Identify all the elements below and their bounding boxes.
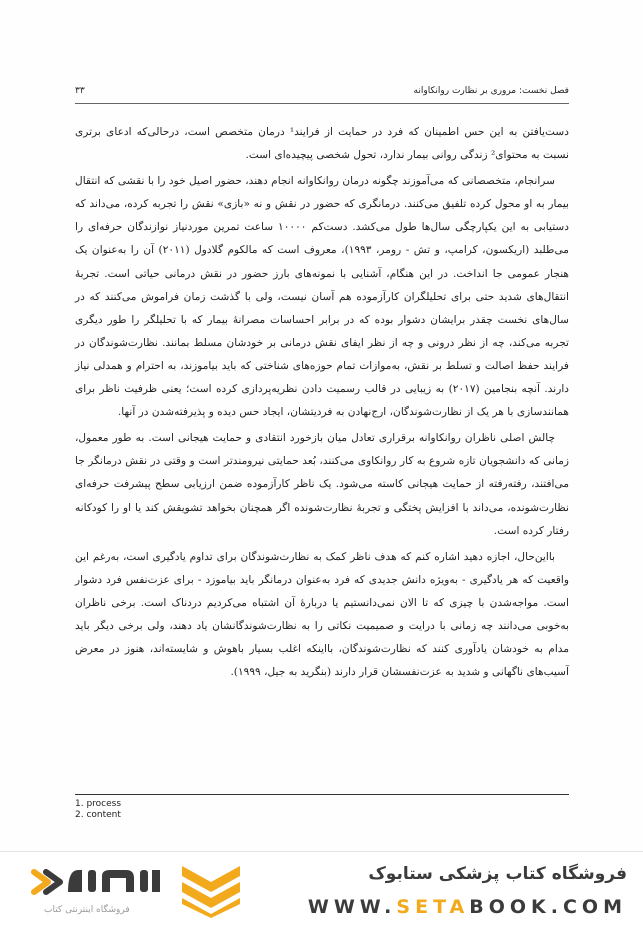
url-suffix: BOOK.COM <box>469 896 627 918</box>
chapter-title: فصل نخست: مروری بر نظارت روانکاوانه <box>413 86 569 96</box>
paragraph: چالش اصلی ناظران روانکاوانه برقراری تعادل میان بازخورد انتقادی و حمایت هیجانی است. به طور معمول، زمانی که دانشجویان تازه شروع به کار روانکاوی می‌کنند، بُعد حمایتی نیرومندتر است و وقتی در نقش درمانگر جا می‌افتند، رفته‌رفته از حمایت هیجانی کاسته می‌شود. یک ناظر کارآزموده ضمن ارزیابی سطح پیشرفت حرفه‌ای نظارت‌شونده، می‌داند با افزایش پختگی و تجربهٔ نظارت‌شونده اگر همچنان بخواهد تشویقش کند یا او را کودکانه رفتار کرده است. <box>75 432 569 537</box>
footnotes <box>75 799 121 821</box>
url-prefix: WWW. <box>307 896 397 918</box>
page-number: ۳۳ <box>75 86 85 96</box>
footnote-divider <box>75 794 569 795</box>
logo-subtitle: فروشگاه اینترنتی کتاب <box>44 905 130 915</box>
paragraph: دست‌یافتن به این حس اطمینان که فرد در حمایت از فرایند¹ درمان متخصص است، درحالی‌که ادعای برتری نسبت به محتوای² زندگی روانی بیمار ندارد، تحول شخصی پیچیده‌ای است. <box>75 126 569 162</box>
setabook-emblem-icon <box>176 862 246 918</box>
footnote: 1. process <box>75 799 122 809</box>
setabook-logo-icon <box>30 862 164 902</box>
running-header <box>75 84 569 104</box>
body-text <box>75 121 569 687</box>
url-accent: SETA <box>396 896 470 918</box>
header-divider <box>75 103 569 104</box>
paragraph: سرانجام، متخصصانی که می‌آموزند چگونه درمان روانکاوانه انجام دهند، حضور اصیل خود را با نقشی که انتقال بیمار به او محول کرده تلفیق می‌کنند. درمانگری که حضور در نقش و نه «بازی» نقش را تجربه کرده، می‌داند که دستیابی به این یکپارچگی سال‌ها طول می‌کشد. دست‌کم ۱۰۰۰۰ ساعت تمرین موردنیاز نوازندگان حرفه‌ای را می‌طلبد (اریکسون، کرامپ، و تش - رومر، ۱۹۹۳)، معروف است که مالکوم گلادول (۲۰۱۱) آن را به‌عنوان یک هنجار عمومی جا انداخت. در این هنگام، آشنایی با نمونه‌های بارز حضور در نقش درمانی حیاتی است. تجربهٔ انتقال‌های شدید حتی برای تحلیلگران کارآزموده هم آسان نیست، ولی با گذشت زمان فراموش می‌کنند که در سال‌های نخست چقدر برایشان دشوار بوده که در برابر احساسات مصرانهٔ بیمار که با تحلیلگر را طور دیگری تجربه می‌کند، چه از نظر درونی و چه از نظر ایفای نقش درمانی بر خودشان مسلط بمانند. نظارت‌شوندگان در فرایند حفظ اصالت و تسلط بر نقش، به‌موازات تمام حوزه‌های شناختی که باید بیاموزند، به احترام و همدلی نیاز دارند. آنچه بنجامین (۲۰۱۷) به زیبایی در قالب رسمیت دادن نظریه‌پردازی کرده است؛ یعنی ظرفیت ناظر برای همانندسازی با هر یک از نظارت‌شوندگان، ارج‌نهادن به فردیتشان، ایجاد حس دیده و پذیرفته‌شدن در آنها. <box>75 175 569 419</box>
store-name: فروشگاه کتاب پزشکی ستابوک <box>368 864 627 884</box>
store-url[interactable] <box>308 896 627 918</box>
footnote: 2. content <box>75 810 121 820</box>
paragraph: بااین‌حال، اجازه دهید اشاره کنم که هدف ناظر کمک به نظارت‌شوندگان برای تداوم یادگیری است، به‌رغم این واقعیت که هر یادگیری - به‌ویژه دانش جدیدی که فرد به‌عنوان درمانگر باید بیاموزد - برای عزت‌نفس فرد دشوار است. مواجه‌شدن با چیزی که تا الان نمی‌دانستیم یا دربارهٔ آن اشتباه می‌کردیم دردناک است. برخی ناظران به‌خوبی می‌دانند چه زمانی با درایت و صمیمیت نکاتی را به نظارت‌شوندگانشان یاد دهند، ولی برخی دیگر باید مدام به خودشان یادآوری کنند که نظارت‌شوندگان، بااینکه اغلب بسیار باهوش و شایسته‌اند، هنوز در معرض آسیب‌های ناگهانی و شدید به عزت‌نفسشان قرار دارند (بنگرید به جیل، ۱۹۹۹). <box>75 550 569 679</box>
